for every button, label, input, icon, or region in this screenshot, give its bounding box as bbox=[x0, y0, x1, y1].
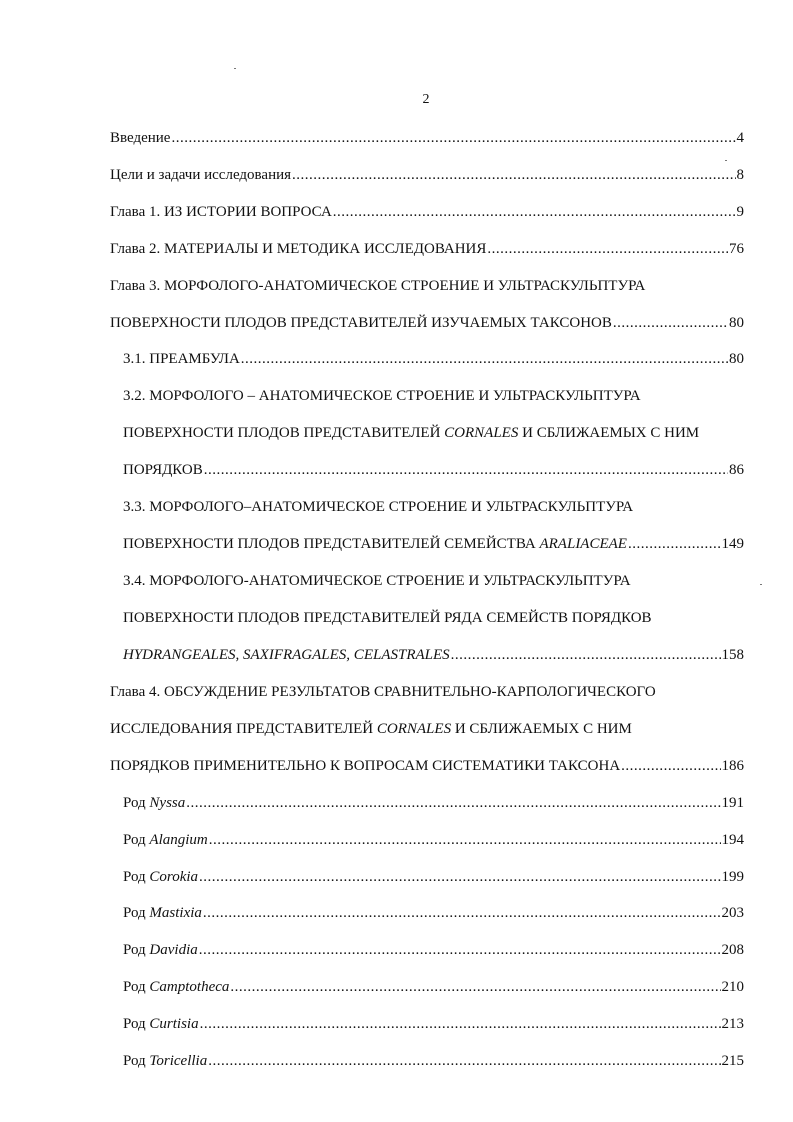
toc-entry bbox=[123, 905, 744, 925]
toc-entry-page: 149 bbox=[721, 536, 744, 552]
toc-entry-text: Глава 3. МОРФОЛОГО-АНАТОМИЧЕСКОЕ СТРОЕНИЕ И УЛЬТРАСКУЛЬПТУРА bbox=[110, 278, 646, 294]
toc-entry bbox=[110, 278, 744, 298]
toc-leader-dots bbox=[241, 351, 728, 368]
toc-leader-dots bbox=[613, 315, 728, 332]
toc-text-part: И СБЛИЖАЕМЫХ С НИМ bbox=[451, 721, 632, 737]
toc-entry-page: 4 bbox=[736, 130, 744, 146]
toc-entry-page: 208 bbox=[721, 942, 744, 958]
taxon-name: ARALIACEAE bbox=[539, 536, 627, 552]
toc-entry-page: 186 bbox=[721, 758, 744, 774]
toc-entry bbox=[123, 351, 744, 371]
toc-entry-page: 158 bbox=[721, 647, 744, 663]
toc-entry bbox=[110, 684, 744, 704]
toc-text-part: ПОВЕРХНОСТИ ПЛОДОВ ПРЕДСТАВИТЕЛЕЙ СЕМЕЙСТВА bbox=[123, 536, 540, 552]
toc-entry-text: 3.2. МОРФОЛОГО – АНАТОМИЧЕСКОЕ СТРОЕНИЕ И УЛЬТРАСКУЛЬПТУРА bbox=[123, 388, 641, 404]
toc-leader-dots bbox=[230, 979, 720, 996]
toc-entry-page: 213 bbox=[721, 1016, 744, 1032]
toc-entry bbox=[110, 315, 744, 335]
toc-leader-dots bbox=[203, 905, 721, 922]
toc-entry-text bbox=[123, 832, 208, 849]
toc-text-part: И СБЛИЖАЕМЫХ С НИМ bbox=[518, 425, 700, 441]
toc-text-part: Род bbox=[123, 1016, 150, 1032]
toc-entry bbox=[123, 647, 744, 667]
taxon-name: Alangium bbox=[149, 832, 208, 848]
scan-speck bbox=[234, 68, 236, 69]
toc-entry bbox=[110, 130, 744, 150]
scan-speck bbox=[760, 584, 762, 585]
taxon-name: Nyssa bbox=[149, 795, 186, 811]
taxon-name: Davidia bbox=[149, 942, 198, 958]
toc-leader-dots bbox=[199, 942, 721, 959]
toc-entry-page: 76 bbox=[729, 241, 744, 257]
toc-entry-page: 191 bbox=[721, 795, 744, 811]
toc-entry-text: Глава 2. МАТЕРИАЛЫ И МЕТОДИКА ИССЛЕДОВАНИЯ bbox=[110, 241, 487, 257]
toc-entry-text: ПОРЯДКОВ bbox=[123, 462, 203, 478]
toc-entry-text: 3.3. МОРФОЛОГО–АНАТОМИЧЕСКОЕ СТРОЕНИЕ И УЛЬТРАСКУЛЬПТУРА bbox=[123, 499, 634, 515]
toc-text-part: Род bbox=[123, 979, 150, 995]
toc-entry bbox=[123, 942, 744, 962]
toc-text-part: ПОВЕРХНОСТИ ПЛОДОВ ПРЕДСТАВИТЕЛЕЙ bbox=[123, 425, 445, 441]
toc-entry-page: 9 bbox=[736, 204, 744, 220]
toc-entry bbox=[110, 167, 744, 187]
toc-leader-dots bbox=[628, 536, 721, 553]
toc-entry bbox=[110, 758, 744, 778]
toc-entry-page: 194 bbox=[721, 832, 744, 848]
toc-leader-dots bbox=[621, 758, 720, 775]
taxon-name: CORNALES bbox=[444, 425, 519, 441]
toc-entry bbox=[123, 425, 744, 445]
toc-entry bbox=[110, 721, 744, 741]
toc-leader-dots bbox=[292, 167, 735, 184]
page-number: 2 bbox=[422, 92, 430, 107]
toc-leader-dots bbox=[333, 204, 736, 221]
taxon-name: CORNALES bbox=[376, 721, 452, 737]
toc-entry-text: 3.1. ПРЕАМБУЛА bbox=[123, 351, 240, 367]
toc-text-part: Род bbox=[123, 905, 150, 921]
toc-leader-dots bbox=[208, 1053, 720, 1070]
toc-entry-page: 86 bbox=[729, 462, 744, 478]
toc-entry-text: 3.4. МОРФОЛОГО-АНАТОМИЧЕСКОЕ СТРОЕНИЕ И УЛЬТРАСКУЛЬПТУРА bbox=[123, 573, 631, 589]
toc-entry-text: ПОВЕРХНОСТИ ПЛОДОВ ПРЕДСТАВИТЕЛЕЙ РЯДА СЕМЕЙСТВ ПОРЯДКОВ bbox=[123, 610, 652, 626]
toc-entry bbox=[123, 869, 744, 889]
toc-entry bbox=[123, 573, 744, 593]
toc-entry-page: 8 bbox=[736, 167, 744, 183]
toc-entry bbox=[123, 610, 744, 630]
toc-entry bbox=[123, 499, 744, 519]
toc-text-part: Род bbox=[123, 869, 150, 885]
toc-text-part: Род bbox=[123, 795, 150, 811]
toc-entry-page: 210 bbox=[721, 979, 744, 995]
toc-leader-dots bbox=[171, 130, 735, 147]
toc-entry-page: 80 bbox=[729, 315, 744, 331]
toc-entry bbox=[123, 1016, 744, 1036]
toc-entry-text: Цели и задачи исследования bbox=[110, 167, 292, 183]
toc-entry bbox=[123, 536, 744, 556]
toc-entry-page: 215 bbox=[721, 1053, 744, 1069]
toc-entry-text bbox=[123, 869, 198, 886]
toc-entry-text bbox=[123, 905, 202, 922]
toc-leader-dots bbox=[204, 462, 728, 479]
taxon-name: Toricellia bbox=[149, 1053, 208, 1069]
toc-entry bbox=[123, 462, 744, 482]
toc-entry-text bbox=[123, 1053, 207, 1070]
toc-entry bbox=[123, 1053, 744, 1073]
toc-entry-text: ПОРЯДКОВ ПРИМЕНИТЕЛЬНО К ВОПРОСАМ СИСТЕМАТИКИ ТАКСОНА bbox=[110, 758, 621, 774]
toc-text-part: Род bbox=[123, 832, 150, 848]
toc-entry-text bbox=[123, 1016, 199, 1033]
taxon-name: Mastixia bbox=[149, 905, 202, 921]
toc-leader-dots bbox=[186, 795, 720, 812]
toc-entry bbox=[123, 795, 744, 815]
taxon-name: HYDRANGEALES, SAXIFRAGALES, CELASTRALES bbox=[123, 647, 450, 663]
toc-entry-text bbox=[123, 536, 627, 553]
toc-leader-dots bbox=[209, 832, 721, 849]
toc-entry-page: 203 bbox=[721, 905, 744, 921]
toc-entry-text: Глава 1. ИЗ ИСТОРИИ ВОПРОСА bbox=[110, 204, 332, 220]
toc-entry-text: Глава 4. ОБСУЖДЕНИЕ РЕЗУЛЬТАТОВ СРАВНИТЕЛЬНО-КАРПОЛОГИЧЕСКОГО bbox=[110, 684, 656, 700]
toc-entry-page: 199 bbox=[721, 869, 744, 885]
toc-leader-dots bbox=[451, 647, 721, 664]
toc-entry-text bbox=[123, 795, 185, 812]
toc-entry bbox=[110, 241, 744, 261]
toc-entry bbox=[123, 979, 744, 999]
toc-entry-text bbox=[123, 425, 699, 442]
taxon-name: Curtisia bbox=[149, 1016, 199, 1032]
toc-entry bbox=[110, 204, 744, 224]
taxon-name: Camptotheca bbox=[149, 979, 230, 995]
toc-text-part: Род bbox=[123, 942, 150, 958]
toc-leader-dots bbox=[200, 1016, 721, 1033]
toc-entry bbox=[123, 388, 744, 408]
scan-speck bbox=[725, 160, 727, 161]
toc-text-part: Род bbox=[123, 1053, 150, 1069]
toc-entry-text bbox=[110, 721, 632, 738]
toc-entry-page: 80 bbox=[729, 351, 744, 367]
toc-entry-text bbox=[123, 979, 229, 996]
toc-leader-dots bbox=[487, 241, 728, 258]
toc-leader-dots bbox=[199, 869, 720, 886]
toc-entry-text: ПОВЕРХНОСТИ ПЛОДОВ ПРЕДСТАВИТЕЛЕЙ ИЗУЧАЕМЫХ ТАКСОНОВ bbox=[110, 315, 612, 331]
taxon-name: Corokia bbox=[149, 869, 199, 885]
toc-entry-text: Введение bbox=[110, 130, 171, 146]
toc-entry bbox=[123, 832, 744, 852]
toc-entry-text bbox=[123, 647, 450, 664]
toc-text-part: ИССЛЕДОВАНИЯ ПРЕДСТАВИТЕЛЕЙ bbox=[110, 721, 377, 737]
toc-entry-text bbox=[123, 942, 198, 959]
